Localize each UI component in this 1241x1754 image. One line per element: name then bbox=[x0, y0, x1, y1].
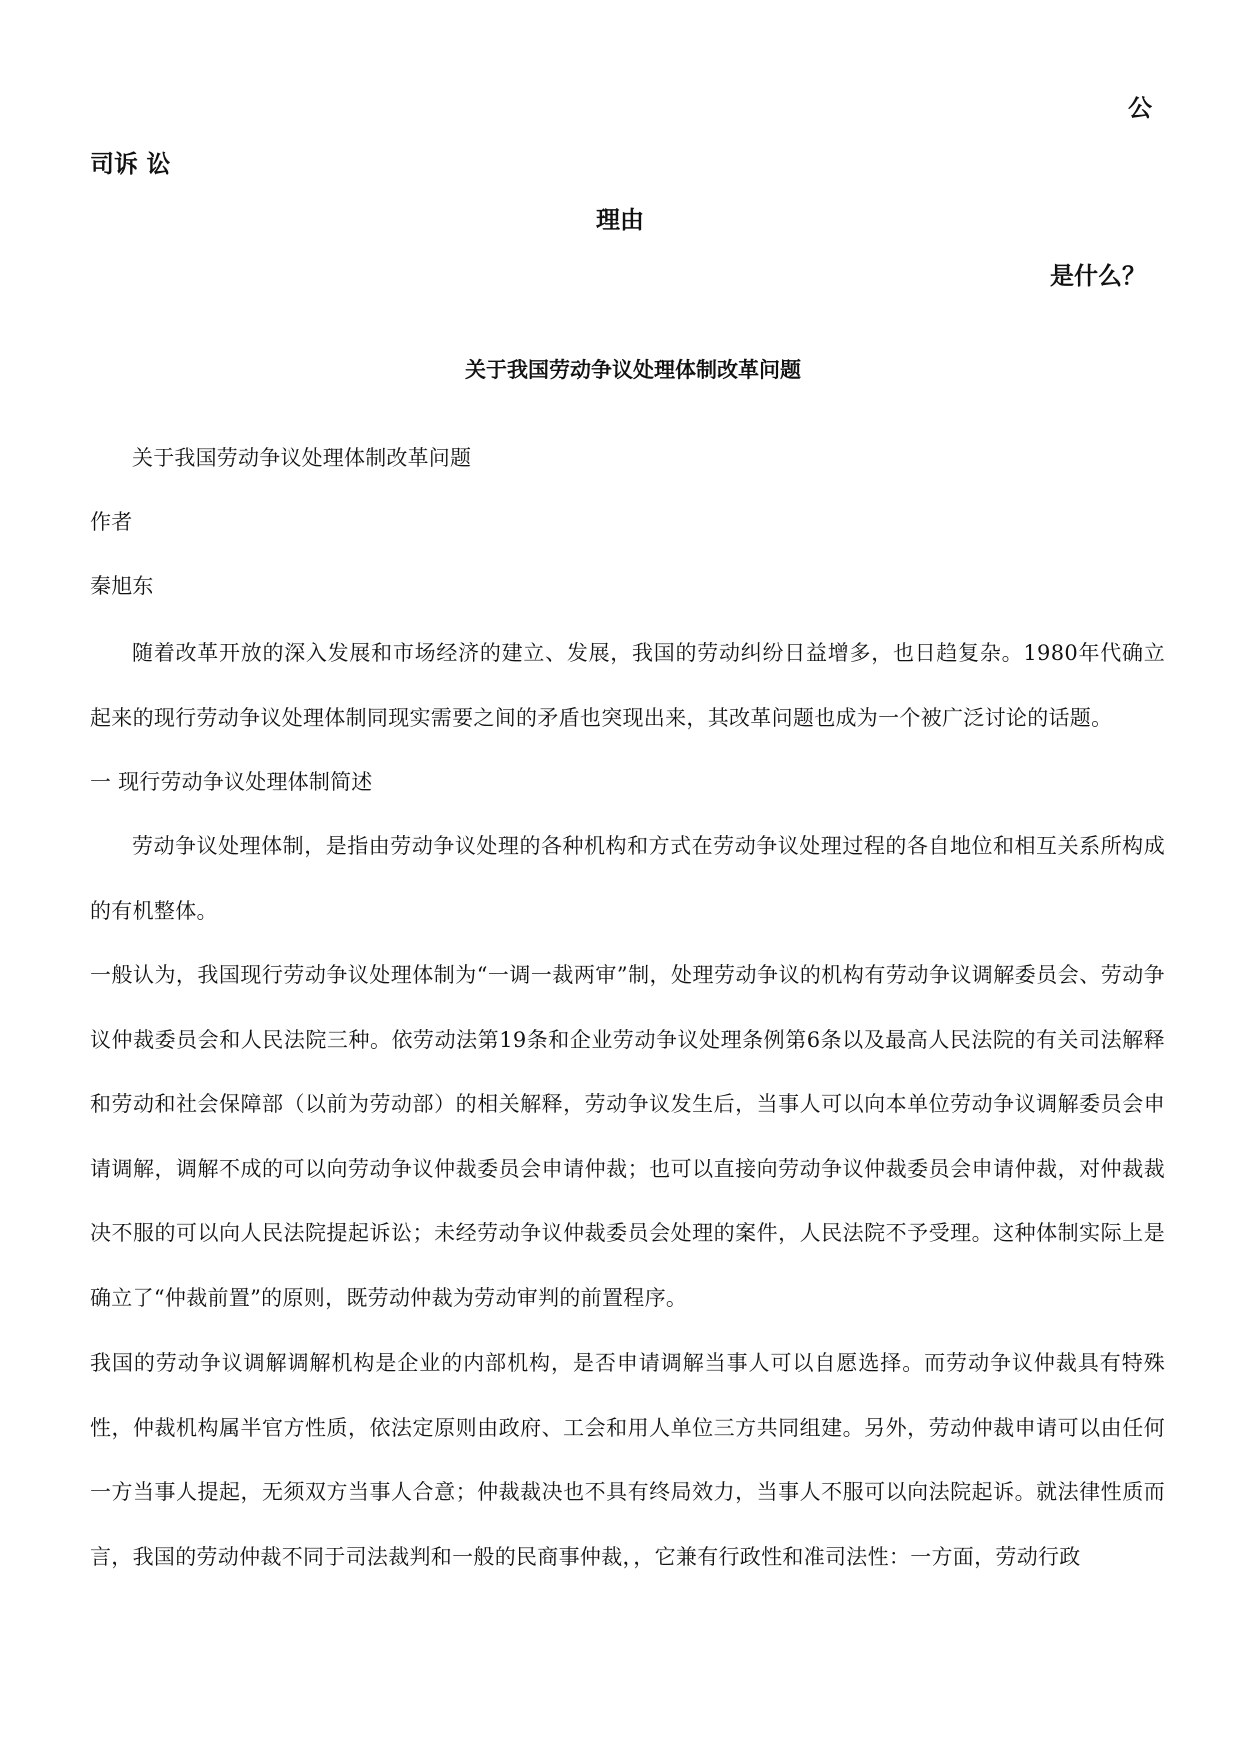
article-subtitle: 关于我国劳动争议处理体制改革问题 bbox=[132, 446, 472, 470]
heading-line-1: 公 bbox=[1128, 94, 1152, 122]
intro-paragraph: 随着改革开放的深入发展和市场经济的建立、发展，我国的劳动纠纷日益增多，也日趋复杂。1980年代确立起来的现行劳动争议处理体制同现实需要之间的矛盾也突现出来，其改革问题也成为一个被广泛讨论的话题。 bbox=[90, 641, 1165, 730]
article-title: 关于我国劳动争议处理体制改革问题 bbox=[465, 358, 801, 382]
heading-line-3: 理由 bbox=[596, 206, 644, 234]
paragraph-2: 一般认为，我国现行劳动争议处理体制为“一调一裁两审”制，处理劳动争议的机构有劳动争议调解委员会、劳动争议仲裁委员会和人民法院三种。依劳动法第19条和企业劳动争议处理条例第6条以及最高人民法院的有关司法解释和劳动和社会保障部（以前为劳动部）的相关解释，劳动争议发生后，当事人可以向本单位劳动争议调解委员会申请调解，调解不成的可以向劳动争议仲裁委员会申请仲裁；也可以直接向劳动争议仲裁委员会申请仲裁，对仲裁裁决不服的可以向人民法院提起诉讼；未经劳动争议仲裁委员会处理的案件，人民法院不予受理。这种体制实际上是确立了“仲裁前置”的原则，既劳动仲裁为劳动审判的前置程序。 bbox=[90, 963, 1165, 1310]
heading-line-4: 是什么？ bbox=[1050, 262, 1146, 290]
paragraph-1: 劳动争议处理体制，是指由劳动争议处理的各种机构和方式在劳动争议处理过程的各自地位和相互关系所构成的有机整体。 bbox=[90, 834, 1165, 923]
author-name: 秦旭东 bbox=[90, 574, 154, 598]
heading-line-2: 司诉 讼 bbox=[90, 150, 171, 178]
author-label: 作者 bbox=[90, 510, 133, 534]
paragraph-3: 我国的劳动争议调解调解机构是企业的内部机构，是否申请调解当事人可以自愿选择。而劳动争议仲裁具有特殊性，仲裁机构属半官方性质，依法定原则由政府、工会和用人单位三方共同组建。另外，劳动仲裁申请可以由任何一方当事人提起，无须双方当事人合意；仲裁裁决也不具有终局效力，当事人不服可以向法院起诉。就法律性质而言，我国的劳动仲裁不同于司法裁判和一般的民商事仲裁，，它兼有行政性和准司法性：一方面，劳动行政 bbox=[90, 1351, 1165, 1569]
section-1-heading: 一 现行劳动争议处理体制简述 bbox=[90, 770, 373, 794]
